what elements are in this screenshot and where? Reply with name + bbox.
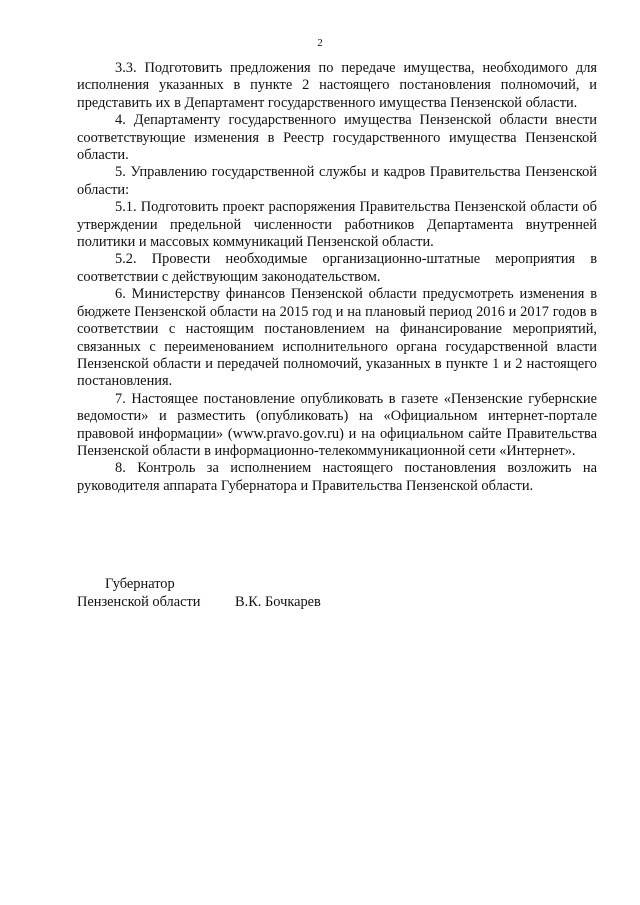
- paragraph-3-3: 3.3. Подготовить предложения по передаче имущества, необходимого для исполнения указанных в пункте 2 настоящего постановления полномочий, и представить их в Департамент государственного имущества Пензенской области.: [77, 60, 597, 111]
- paragraph-6: 6. Министерству финансов Пензенской области предусмотреть изменения в бюджете Пензенской области на 2015 год и на плановый период 2016 и 2017 годов в соответствии с настоящим постановлением на финансирование мероприятий, связанных с переименованием исполнительного органа государственной власти Пензенской области и передачей полномочий, указанных в пункте 1 и 2 настоящего постановления.: [77, 286, 597, 390]
- paragraph-8: 8. Контроль за исполнением настоящего постановления возложить на руководителя аппарата Губернатора и Правительства Пензенской области.: [77, 460, 597, 494]
- signatory-name: В.К. Бочкарев: [235, 594, 321, 610]
- signature-block: [77, 575, 477, 611]
- paragraph-5: 5. Управлению государственной службы и кадров Правительства Пензенской области:: [77, 164, 597, 198]
- paragraph-4: 4. Департаменту государственного имущества Пензенской области внести соответствующие изменения в Реестр государственного имущества Пензенской области.: [77, 112, 597, 164]
- paragraph-7: 7. Настоящее постановление опубликовать в газете «Пензенские губернские ведомости» и разместить (опубликовать) на «Официальном интернет-портале правовой информации» (www.pravo.gov.ru) и на официальном сайте Правительства Пензенской области в информационно-телекоммуникационной сети «Интернет».: [77, 390, 597, 459]
- signatory-title: Губернатор: [105, 576, 175, 592]
- paragraph-5-2: 5.2. Провести необходимые организационно-штатные мероприятия в соответствии с действующим законодательством.: [77, 251, 597, 285]
- page-number: 2: [317, 37, 323, 49]
- signatory-region: Пензенской области: [77, 594, 201, 610]
- paragraph-5-1: 5.1. Подготовить проект распоряжения Правительства Пензенской области об утверждении предельной численности работников Департамента внутренней политики и массовых коммуникаций Пензенской области.: [77, 199, 597, 251]
- document-body: [77, 60, 597, 495]
- signature-row: [77, 593, 477, 611]
